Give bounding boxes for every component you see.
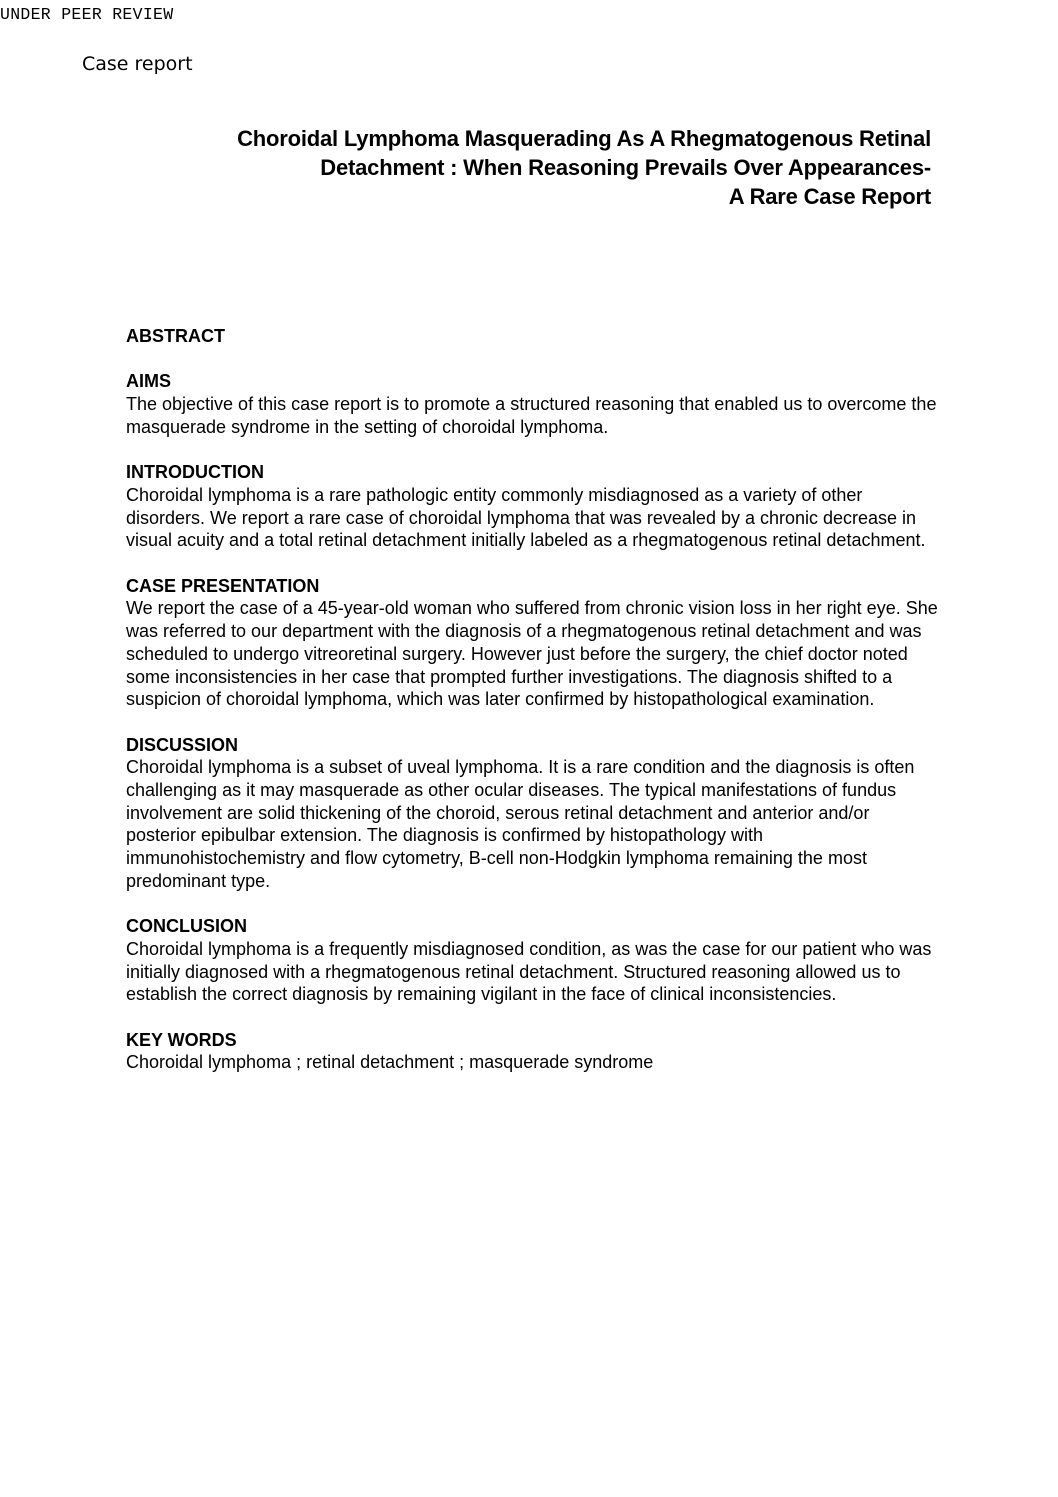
title-line: A Rare Case Report bbox=[728, 184, 931, 209]
section-discussion bbox=[126, 734, 938, 893]
section-text: Choroidal lymphoma is a rare pathologic entity commonly misdiagnosed as a variety of other disorders. We report a rare case of choroidal lymphoma that was revealed by a chronic decrease in visual acuity and a total retinal detachment initially labeled as a rhegmatogenous retinal detachment. bbox=[126, 484, 926, 551]
section-heading: AIMS bbox=[126, 371, 171, 392]
section-heading: INTRODUCTION bbox=[126, 462, 264, 483]
section-text: Choroidal lymphoma ; retinal detachment ; masquerade syndrome bbox=[126, 1052, 654, 1073]
section-heading: CASE PRESENTATION bbox=[126, 575, 320, 596]
section-heading: CONCLUSION bbox=[126, 916, 247, 937]
section-key-words bbox=[126, 1029, 938, 1074]
section-heading: KEY WORDS bbox=[126, 1029, 237, 1050]
section-case-presentation bbox=[126, 575, 938, 711]
section-introduction bbox=[126, 461, 938, 552]
section-text: We report the case of a 45-year-old woman who suffered from chronic vision loss in her right eye. She was referred to our department with the diagnosis of a rhegmatogenous retinal detachment and was scheduled to undergo vitreoretinal surgery. However just before the surgery, the chief doctor noted some inconsistencies in her case that prompted further investigations. The diagnosis shifted to a suspicion of choroidal lymphoma, which was later confirmed by histopathological examination. bbox=[126, 598, 938, 710]
peer-review-label: UNDER PEER REVIEW bbox=[0, 5, 174, 24]
section-conclusion bbox=[126, 915, 938, 1006]
section-text: Choroidal lymphoma is a frequently misdiagnosed condition, as was the case for our patient who was initially diagnosed with a rhegmatogenous retinal detachment. Structured reasoning allowed us to establish the correct diagnosis by remaining vigilant in the face of clinical inconsistencies. bbox=[126, 938, 932, 1005]
title-line: Choroidal Lymphoma Masquerading As A Rhegmatogenous Retinal bbox=[237, 126, 931, 151]
title-line: Detachment : When Reasoning Prevails Over Appearances- bbox=[320, 155, 931, 180]
abstract-heading: ABSTRACT bbox=[126, 326, 225, 346]
article-title bbox=[111, 124, 931, 211]
section-aims bbox=[126, 370, 938, 438]
abstract bbox=[126, 325, 938, 1074]
article-type: Case report bbox=[82, 53, 193, 75]
section-text: Choroidal lymphoma is a subset of uveal lymphoma. It is a rare condition and the diagnosis is often challenging as it may masquerade as other ocular diseases. The typical manifestations of fundus involvement are solid thickening of the choroid, serous retinal detachment and anterior and/or posterior epibulbar extension. The diagnosis is confirmed by histopathology with immunohistochemistry and flow cytometry, B-cell non-Hodgkin lymphoma remaining the most predominant type. bbox=[126, 757, 915, 891]
section-text: The objective of this case report is to promote a structured reasoning that enabled us to overcome the masquerade syndrome in the setting of choroidal lymphoma. bbox=[126, 394, 937, 437]
section-heading: DISCUSSION bbox=[126, 734, 239, 755]
